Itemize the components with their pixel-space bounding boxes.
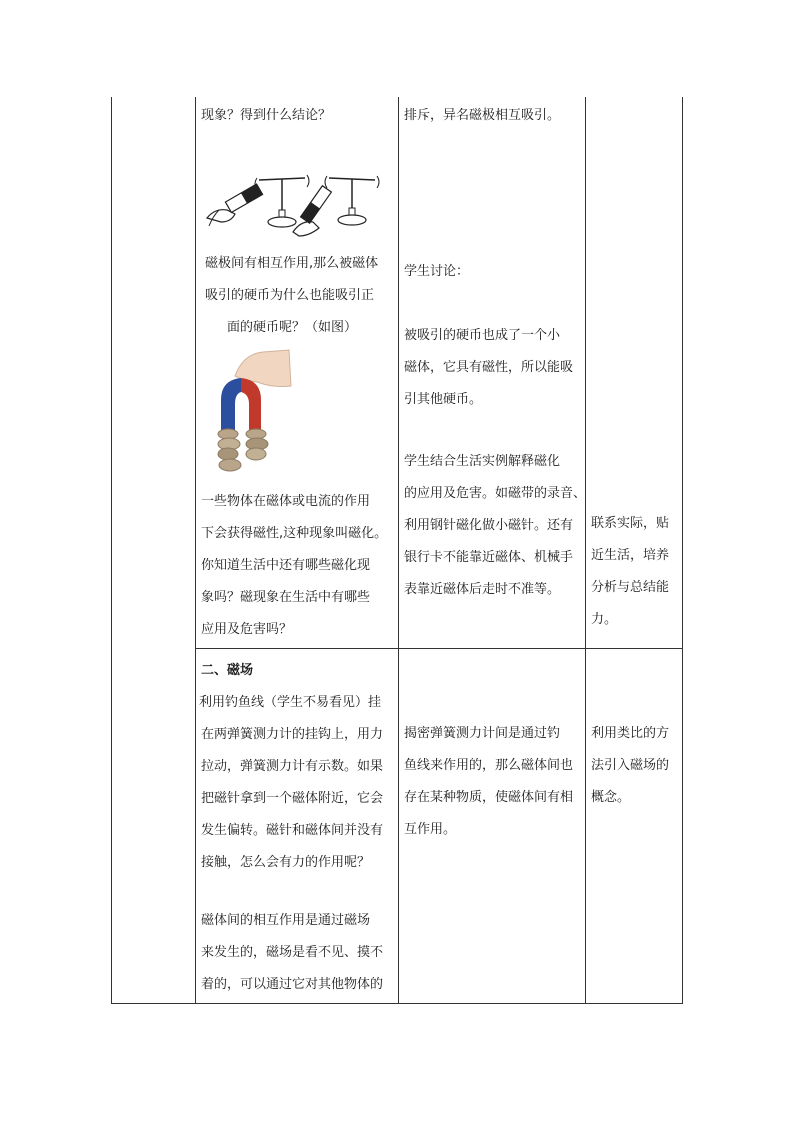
intro-line-6: 接触，怎么会有力的作用呢？ — [201, 855, 371, 870]
application-line-1: 学生结合生活实例解释磁化 — [404, 454, 561, 469]
magnetization-line-3: 你知道生活中还有哪些磁化现 — [201, 558, 371, 573]
magnetization-line-4: 象吗？磁现象在生活中有哪些 — [201, 590, 371, 605]
magnetization-line-2: 下会获得磁性,这种现象叫磁化。 — [201, 526, 388, 541]
magnetization-line-5: 应用及危害吗？ — [201, 622, 293, 637]
intro-line-3: 拉动，弹簧测力计有示数。如果 — [201, 759, 384, 774]
analogy-intent-line-2: 法引入磁场的 — [591, 758, 670, 773]
magnetization-line-1: 一些物体在磁体或电流的作用 — [201, 494, 371, 509]
student-discussion-label: 学生讨论： — [404, 264, 470, 279]
analogy-intent-line-3: 概念。 — [591, 790, 631, 805]
discussion-line-3: 引其他硬币。 — [404, 392, 483, 407]
field-line-1: 磁体间的相互作用是通过磁场 — [201, 913, 371, 928]
col-divider-3 — [585, 97, 586, 1004]
field-reveal-line-1: 揭密弹簧测力计间是通过钓 — [404, 726, 561, 741]
analogy-intent-line-1: 利用类比的方 — [591, 726, 670, 741]
col-divider-2 — [398, 97, 399, 1004]
coin-question-line-3: 面的硬币呢？（如图） — [227, 320, 358, 335]
application-line-3: 利用钢针磁化做小磁针。还有 — [404, 518, 574, 533]
coin-question-line-2: 吸引的硬币为什么也能吸引正 — [205, 288, 375, 303]
design-intent-line-3: 分析与总结能 — [591, 580, 670, 595]
discussion-line-2: 磁体，它具有磁性，所以能吸 — [404, 360, 574, 375]
field-reveal-line-4: 互作用。 — [404, 822, 457, 837]
col-divider-1 — [195, 97, 196, 1004]
row-divider — [195, 648, 683, 649]
intro-line-4: 把磁针拿到一个磁体附近，它会 — [201, 791, 384, 806]
design-intent-line-1: 联系实际，贴 — [591, 516, 670, 531]
table-left-border — [111, 97, 112, 1004]
application-line-5: 表靠近磁体后走时不准等。 — [404, 582, 561, 597]
field-reveal-line-2: 鱼线来作用的，那么磁体间也 — [404, 758, 574, 773]
intro-line-2: 在两弹簧测力计的挂钩上，用力 — [201, 727, 384, 742]
table-right-border — [682, 97, 683, 1004]
field-line-2: 来发生的，磁场是看不见、摸不 — [201, 945, 384, 960]
design-intent-line-2: 近生活，培养 — [591, 548, 670, 563]
observation-question: 现象？得到什么结论？ — [201, 108, 332, 123]
coin-question-line-1: 磁极间有相互作用,那么被磁体 — [205, 256, 379, 271]
field-line-3: 着的，可以通过它对其他物体的 — [201, 977, 384, 992]
intro-line-5: 发生偏转。磁针和磁体间并没有 — [201, 823, 384, 838]
intro-line-1: 利用钓鱼线（学生不易看见）挂 — [199, 695, 382, 710]
application-line-2: 的应用及危害。如磁带的录音、 — [404, 486, 587, 501]
horseshoe-magnet-coins-illustration — [213, 348, 293, 478]
application-line-4: 银行卡不能靠近磁体、机械手 — [404, 550, 574, 565]
design-intent-line-4: 力。 — [591, 612, 618, 627]
discussion-line-1: 被吸引的硬币也成了一个小 — [404, 328, 561, 343]
magnet-balance-illustration — [205, 170, 395, 240]
table-bottom-border — [111, 1003, 683, 1004]
section-heading-magnetic-field: 二、磁场 — [201, 663, 254, 678]
field-reveal-line-3: 存在某种物质，使磁体间有相 — [404, 790, 574, 805]
pole-conclusion: 排斥，异名磁极相互吸引。 — [404, 108, 561, 123]
